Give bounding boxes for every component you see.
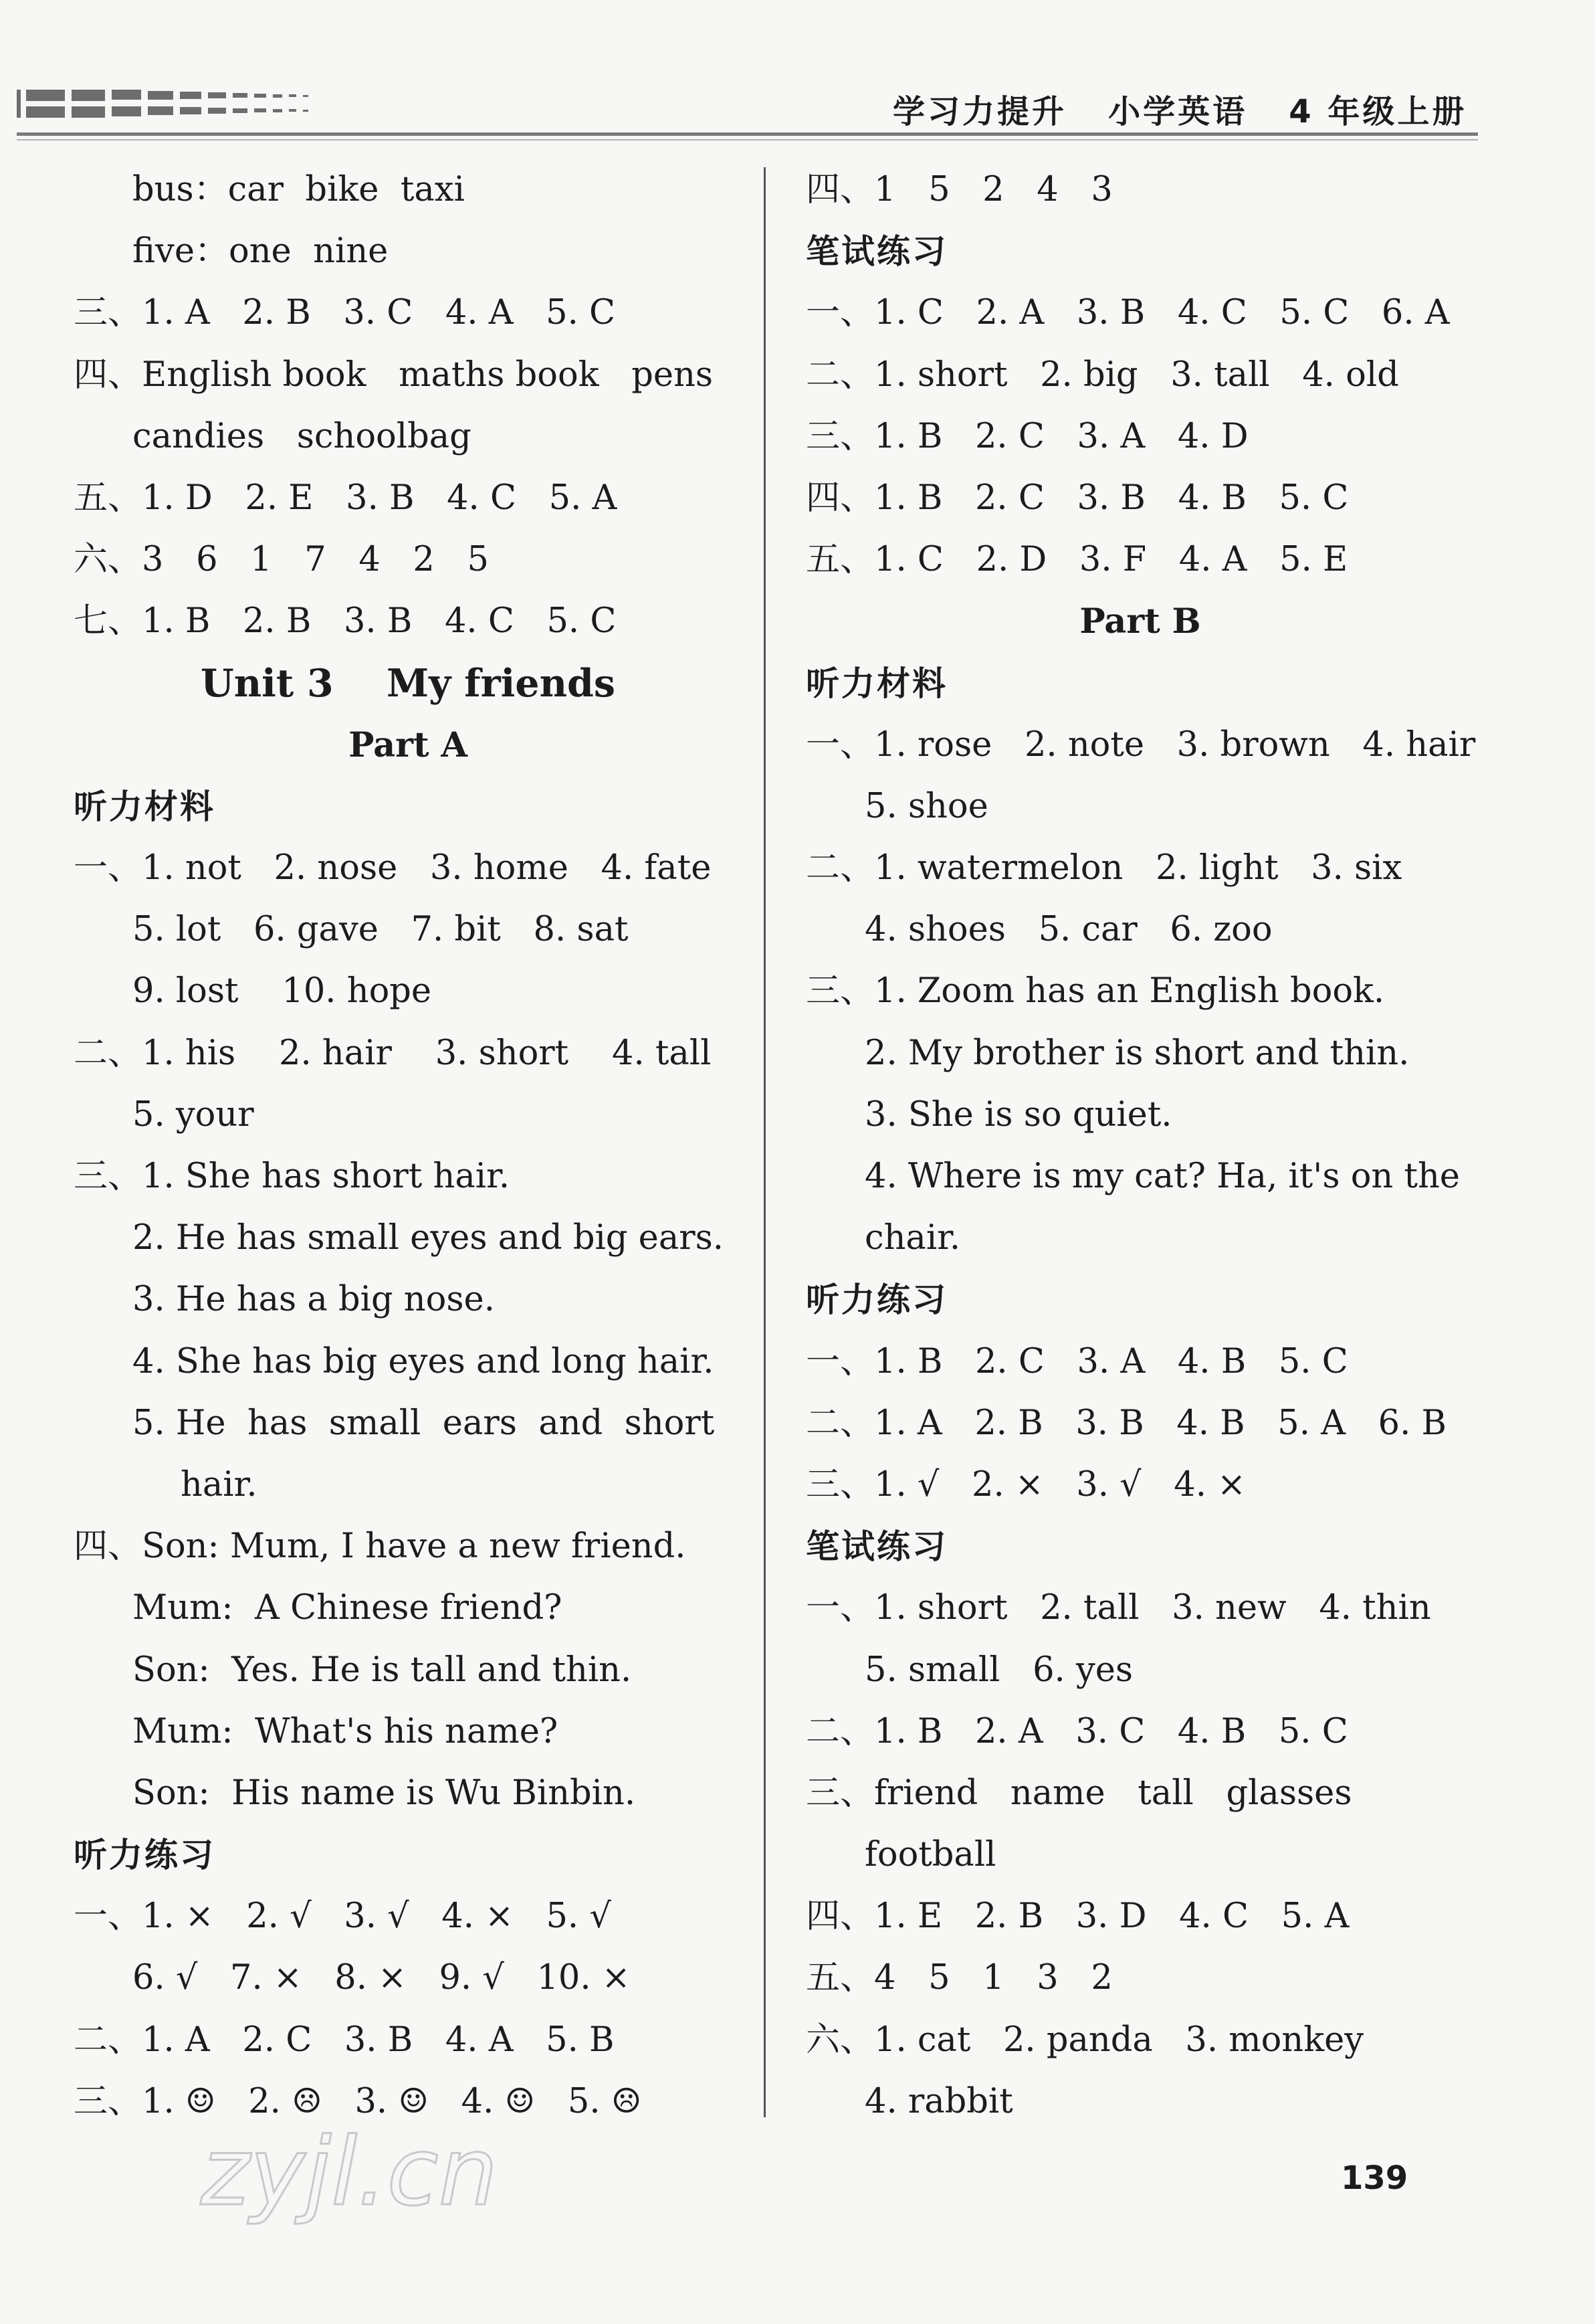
left-column-line: 一、1. not 2. nose 3. home 4. fate [74,848,712,888]
right-column-line: 四、1. B 2. C 3. B 4. B 5. C [806,478,1349,518]
right-column-line: 一、1. short 2. tall 3. new 4. thin [806,1588,1431,1628]
right-column-line: 二、1. A 2. B 3. B 4. B 5. A 6. B [806,1403,1447,1443]
left-column-line: 5. your [132,1094,254,1135]
left-column-line: 二、1. his 2. hair 3. short 4. tall [74,1033,712,1073]
left-column-line: 一、1. × 2. √ 3. √ 4. × 5. √ [74,1897,611,1937]
right-column-line: 二、1. B 2. A 3. C 4. B 5. C [806,1711,1348,1751]
right-column-line: 三、friend name tall glasses [806,1773,1352,1813]
header-rule [17,132,1478,136]
right-column-line: 五、4 5 1 3 2 [806,1958,1113,1998]
left-column-line: bus：car bike taxi [132,170,465,209]
left-column-line: Son: Yes. He is tall and thin. [132,1650,632,1690]
left-column-line: 听力材料 [74,787,215,826]
left-column-line: Mum: What's his name? [132,1711,558,1751]
left-column-line: 6. √ 7. × 8. × 9. √ 10. × [132,1958,631,1998]
right-column-line: 听力材料 [806,664,948,703]
left-column-line: 9. lost 10. hope [132,971,432,1011]
left-column [74,159,742,2133]
right-column-line: 二、1. watermelon 2. light 3. six [806,848,1402,888]
right-column-line: chair. [865,1218,961,1258]
left-column-line: five：one nine [132,231,389,272]
right-column-line: 4. shoes 5. car 6. zoo [865,910,1273,950]
left-column-line: 二、1. A 2. C 3. B 4. A 5. B [74,2020,615,2060]
header-title: 学习力提升 小学英语 4 年级上册 [893,93,1467,130]
right-column-line: 3. She is so quiet. [865,1094,1172,1135]
left-column-line: 三、1. A 2. B 3. C 4. A 5. C [74,293,616,333]
left-column-line: Mum: A Chinese friend? [132,1588,562,1628]
header-rule-thin [17,139,1478,140]
left-column-line: 3. He has a big nose. [132,1280,495,1320]
right-column-line: 听力练习 [806,1280,948,1320]
right-column-line: 一、1. B 2. C 3. A 4. B 5. C [806,1341,1348,1381]
right-column-line: 4. rabbit [865,2081,1013,2121]
left-column-line: Unit 3 My friends [201,660,615,706]
left-column-line: 5. lot 6. gave 7. bit 8. sat [132,910,629,950]
left-column-line: 2. He has small eyes and big ears. [132,1218,724,1258]
right-column-line: 四、1 5 2 4 3 [806,170,1113,209]
right-column [806,159,1475,2133]
left-column-line: 四、English book maths book pens [74,355,714,395]
right-column-line: 六、1. cat 2. panda 3. monkey [806,2020,1364,2060]
left-column-line: 5. He has small ears and short [132,1403,715,1443]
column-divider [764,167,766,2117]
right-column-line: 5. shoe [865,786,988,826]
left-column-line: 听力练习 [74,1836,215,1875]
right-column-line: Part B [1079,601,1201,642]
right-column-line: 一、1. rose 2. note 3. brown 4. hair [806,724,1476,765]
left-column-line: 三、1. She has short hair. [74,1157,510,1196]
left-column-line: 4. She has big eyes and long hair. [132,1341,714,1381]
right-column-line: 笔试练习 [806,232,948,272]
right-column-line: 二、1. short 2. big 3. tall 4. old [806,355,1399,395]
right-column-line: 三、1. B 2. C 3. A 4. D [806,416,1249,456]
page-number: 139 [1341,2159,1408,2197]
left-column-line: 三、1. ☺ 2. ☹ 3. ☺ 4. ☺ 5. ☹ [74,2081,642,2121]
right-column-line: 五、1. C 2. D 3. F 4. A 5. E [806,540,1348,580]
watermark-text: zyjl.cn [201,2124,498,2227]
left-column-line: 七、1. B 2. B 3. B 4. C 5. C [74,601,617,642]
left-column-line: Part A [348,724,467,765]
right-column-line: 4. Where is my cat? Ha, it's on the [865,1157,1460,1196]
left-column-line: 六、3 6 1 7 4 2 5 [74,540,489,580]
left-column-line: hair. [181,1464,257,1505]
left-column-line: Son: His name is Wu Binbin. [132,1773,636,1813]
right-column-line: 三、1. Zoom has an English book. [806,971,1385,1011]
watermark-logo [194,2124,555,2231]
right-column-line: 四、1. E 2. B 3. D 4. C 5. A [806,1897,1350,1937]
right-column-line: 三、1. √ 2. × 3. √ 4. × [806,1464,1246,1505]
right-column-line: 5. small 6. yes [865,1650,1134,1690]
left-column-line: 四、Son: Mum, I have a new friend. [74,1527,686,1567]
header-decoration [17,87,391,120]
left-column-line: candies schoolbag [132,416,471,456]
right-column-line: 2. My brother is short and thin. [865,1033,1410,1073]
left-column-line: 五、1. D 2. E 3. B 4. C 5. A [74,478,617,518]
right-column-line: 笔试练习 [806,1527,948,1567]
right-column-line: 一、1. C 2. A 3. B 4. C 5. C 6. A [806,293,1450,333]
right-column-line: football [865,1835,996,1875]
